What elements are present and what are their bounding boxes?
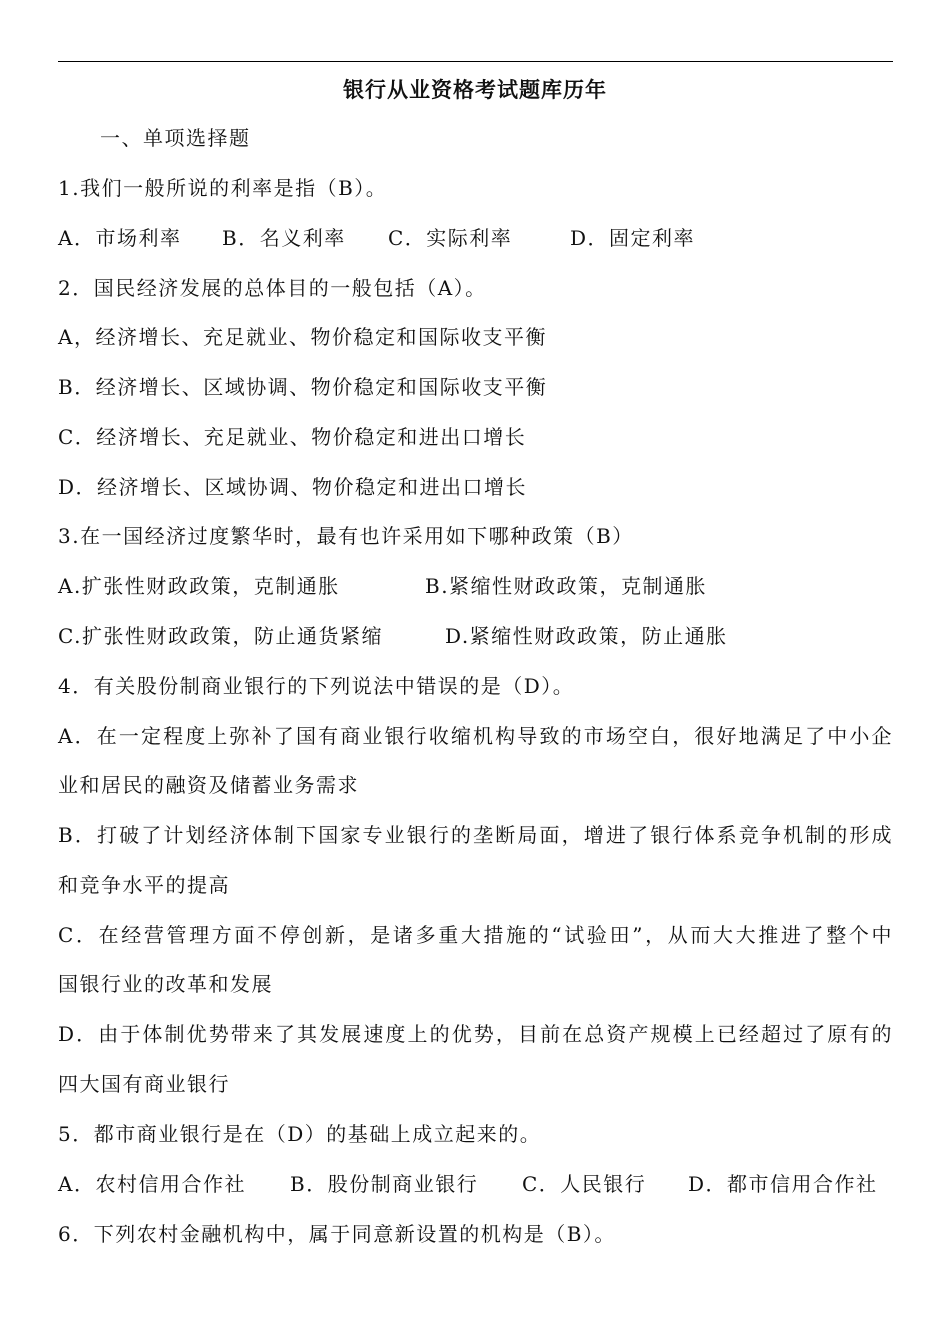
question-1-option-b: B．名义利率 <box>222 226 346 250</box>
question-4-option-c-line1: C．在经营管理方面不停创新，是诸多重大措施的“试验田”，从而大大推进了整个中 <box>58 923 892 947</box>
question-2-option-d: D．经济增长、区域协调、物价稳定和进出口增长 <box>58 475 528 499</box>
question-4-option-d-line1: D．由于体制优势带来了其发展速度上的优势，目前在总资产规模上已经超过了原有的 <box>58 1022 892 1046</box>
question-3-stem: 3.在一国经济过度繁华时，最有也许采用如下哪种政策（B） <box>58 524 634 548</box>
question-1-stem: 1.我们一般所说的利率是指（B）。 <box>58 176 388 200</box>
question-1-option-d: D．固定利率 <box>570 226 696 250</box>
question-2-stem: 2．国民经济发展的总体目的一般包括（A）。 <box>58 276 487 300</box>
question-4-stem: 4．有关股份制商业银行的下列说法中错误的是（D）。 <box>58 674 575 698</box>
question-1-option-a: A．市场利率 <box>58 226 182 250</box>
question-6-stem: 6．下列农村金融机构中，属于同意新设置的机构是（B）。 <box>58 1222 616 1246</box>
question-5-stem: 5．都市商业银行是在（D）的基础上成立起来的。 <box>58 1122 542 1146</box>
question-4-option-c-line2: 国银行业的改革和发展 <box>58 972 273 996</box>
question-5-option-c: C．人民银行 <box>522 1172 647 1196</box>
question-5-option-a: A．农村信用合作社 <box>58 1172 246 1196</box>
question-4-option-b-line2: 和竞争水平的提高 <box>58 873 230 897</box>
question-3-option-d: D.紧缩性财政政策，防止通胀 <box>445 624 728 648</box>
question-3-option-b: B.紧缩性财政政策，克制通胀 <box>425 574 708 598</box>
question-1-option-c: C．实际利率 <box>388 226 513 250</box>
question-3-option-c: C.扩张性财政政策，防止通货紧缩 <box>58 624 383 648</box>
question-4-option-a-line1: A．在一定程度上弥补了国有商业银行收缩机构导致的市场空白，很好地满足了中小企 <box>58 724 892 748</box>
question-4-option-b-line1: B．打破了计划经济体制下国家专业银行的垄断局面，增进了银行体系竞争机制的形成 <box>58 823 892 847</box>
question-5-option-b: B．股份制商业银行 <box>290 1172 479 1196</box>
section-heading: 一、单项选择题 <box>100 126 251 150</box>
question-2-option-b: B．经济增长、区域协调、物价稳定和国际收支平衡 <box>58 375 548 399</box>
question-2-option-c: C．经济增长、充足就业、物价稳定和进出口增长 <box>58 425 527 449</box>
question-3-option-a: A.扩张性财政政策，克制通胀 <box>58 574 340 598</box>
question-4-option-a-line2: 业和居民的融资及储蓄业务需求 <box>58 773 359 797</box>
header-rule <box>58 61 893 62</box>
document-title: 银行从业资格考试题库历年 <box>343 77 607 102</box>
question-4-option-d-line2: 四大国有商业银行 <box>58 1072 230 1096</box>
question-2-option-a: A，经济增长、充足就业、物价稳定和国际收支平衡 <box>58 325 547 349</box>
question-5-option-d: D．都市信用合作社 <box>688 1172 878 1196</box>
